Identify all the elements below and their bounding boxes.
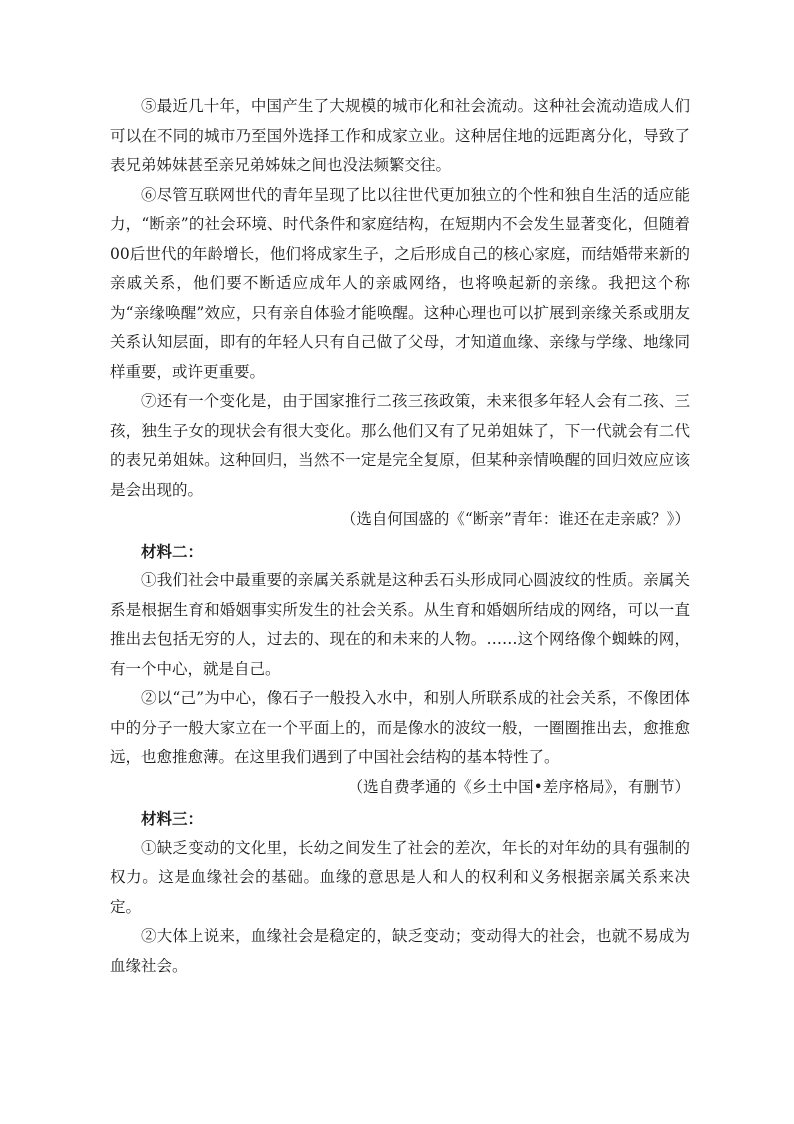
paragraph-6: ⑥尽管互联网世代的青年呈现了比以往世代更加独立的个性和独自生活的适应能力，“断亲”的社会环境、时代条件和家庭结构，在短期内不会发生显著变化，但随着00后世代的年龄增长，他们将成家生子，之后形成自己的核心家庭，而结婚带来新的亲戚关系，他们要不断适应成年人的亲戚网络，也将唤起新的亲缘。我把这个称为“亲缘唤醒”效应，只有亲自体验才能唤醒。这种心理也可以扩展到亲缘关系或朋友关系认知层面，即有的年轻人只有自己做了父母，才知道血缘、亲缘与学缘、地缘同样重要，或许更重要。 [110, 185, 690, 381]
material-one-source: （选自何国盛的《“断亲”青年：谁还在走亲戚？》） [340, 510, 690, 528]
material-two-paragraph-2: ②以“己”为中心，像石子一般投入水中，和别人所联系成的社会关系，不像团体中的分子一般大家立在一个平面上的，而是像水的波纹一般，一圈圈推出去，愈推愈远，也愈推愈薄。在这里我们遇到了中国社会结构的基本特性了。 [110, 689, 690, 766]
document-page [110, 92, 690, 981]
material-three-paragraph-1: ①缺乏变动的文化里，长幼之间发生了社会的差次，年长的对年幼的具有强制的权力。这是血缘社会的基础。血缘的意思是人和人的权利和义务根据亲属关系来决定。 [110, 838, 690, 916]
material-three-paragraph-2: ②大体上说来，血缘社会是稳定的，缺乏变动；变动得大的社会，也就不易成为血缘社会。 [110, 927, 690, 975]
material-two-paragraph-1: ①我们社会中最重要的亲属关系就是这种丢石头形成同心圆波纹的性质。亲属关系是根据生育和婚姻事实所发生的社会关系。从生育和婚姻所结成的网络，可以一直推出去包括无穷的人，过去的、现在的和未来的人物。……这个网络像个蜘蛛的网，有一个中心，就是自己。 [110, 571, 690, 678]
material-three-heading: 材料三： [141, 809, 204, 828]
paragraph-7: ⑦还有一个变化是，由于国家推行二孩三孩政策，未来很多年轻人会有二孩、三孩，独生子女的现状会有很大变化。那么他们又有了兄弟姐妹了，下一代就会有二代的表兄弟姐妹。这种回归，当然不一定是完全复原，但某种亲情唤醒的回归效应应该是会出现的。 [110, 392, 690, 499]
material-two-heading: 材料二： [141, 541, 204, 561]
material-two-source: （选自费孝通的《乡土中国•差序格局》，有删节） [347, 777, 690, 796]
paragraph-5: ⑤最近几十年，中国产生了大规模的城市化和社会流动。这种社会流动造成人们可以在不同的城市乃至国外选择工作和成家立业。这种居住地的远距离分化，导致了表兄弟姊妹甚至亲兄弟姊妹之间也没法频繁交往。 [110, 97, 690, 174]
